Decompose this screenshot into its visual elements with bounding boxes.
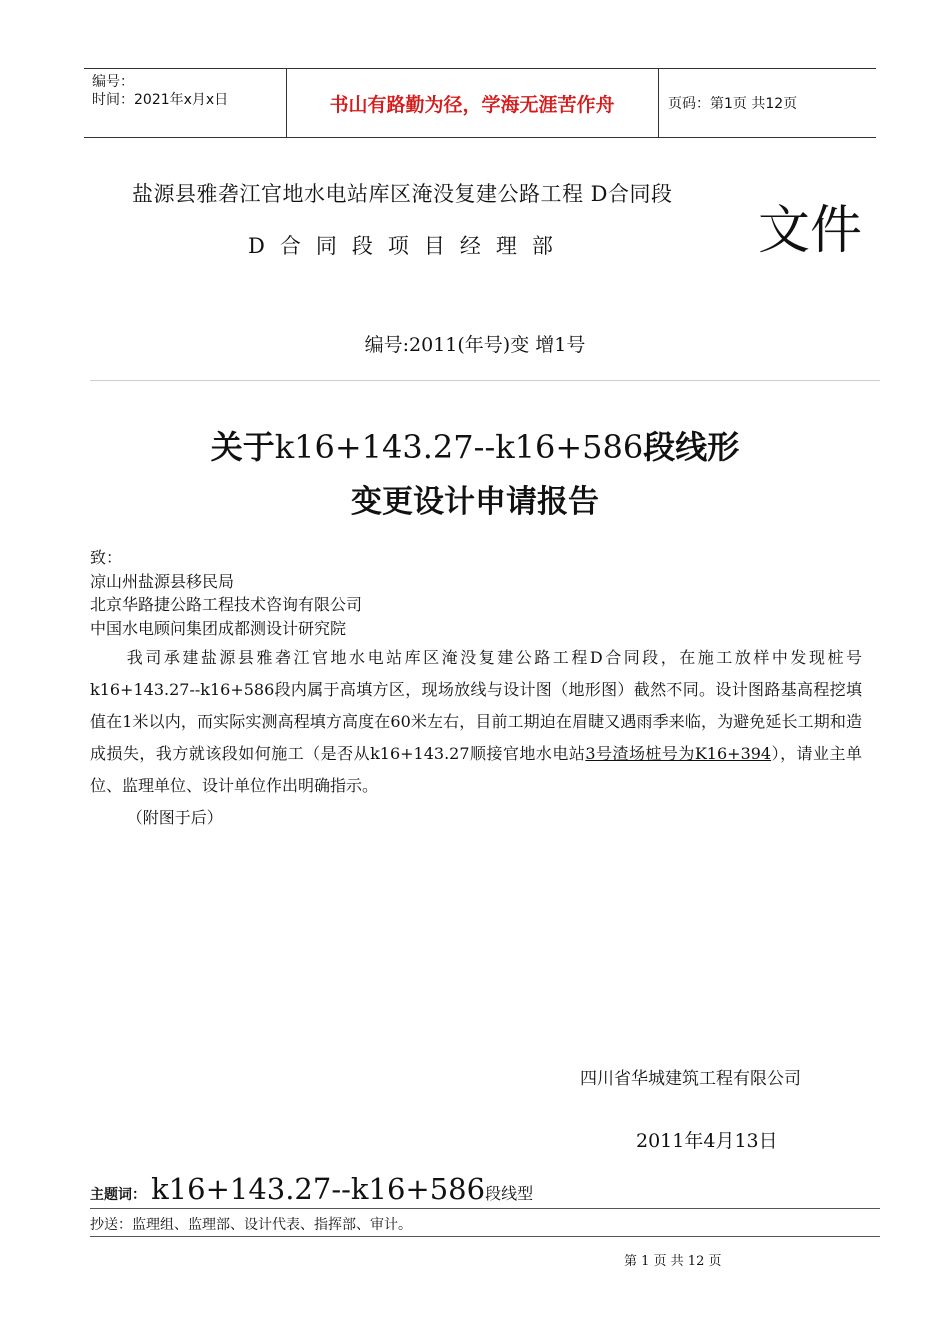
page-number: 第 1 页 共 12 页 [624, 1254, 722, 1269]
subject-label: 主题词： [90, 1187, 146, 1203]
body-paragraph [90, 642, 862, 802]
title-code: k16+143.27--k16+586 [274, 428, 644, 466]
report-title-line-1 [0, 422, 950, 468]
subject-rule [90, 1208, 880, 1209]
body-text: 我司承建盐源县雅砻江官地水电站库区淹没复建公路工程D合同段，在施工放样中发现桩号k16+143.27--k16+586段内属于高填方区，现场放线与设计图（地形图）截然不同。设计图路基高程挖填值在1米以内，而实际实测高程填方高度在60米左右，目前工期迫在眉睫又遇雨季来临，为避免延长工期和造成损失，我方就该段如何施工（是否从k16+143.27顺接官地水电站 [90, 648, 862, 763]
cc-rule [90, 1236, 880, 1237]
header-page-info: 页码：第1页 共12页 [668, 96, 798, 112]
recipient-item: 北京华路捷公路工程技术咨询有限公司 [90, 595, 363, 614]
body-text-end: ），请业主单位、监理单位、设计单位作出明确指示。 [90, 744, 862, 795]
subject-code: k16+143.27--k16+586 [151, 1172, 486, 1206]
divider [90, 380, 880, 381]
body-underlined-text: 3号渣场桩号为K16+394 [585, 744, 772, 763]
attachment-note: （附图于后） [126, 808, 223, 827]
subject-suffix: 段线型 [485, 1184, 534, 1203]
header-table [84, 68, 876, 138]
subject-line [90, 1172, 533, 1206]
recipient-to: 致： [90, 548, 123, 567]
title-suffix: 段线形 [643, 428, 740, 466]
header-number: 编号： [92, 74, 134, 90]
header-time: 时间：2021年x月x日 [92, 92, 229, 108]
header-divider [658, 69, 659, 137]
report-title-line-2: 变更设计申请报告 [351, 484, 599, 520]
recipient-item: 中国水电顾问集团成都测设计研究院 [90, 618, 347, 638]
recipient-item: 凉山州盐源县移民局 [90, 571, 235, 591]
recipients [90, 546, 362, 640]
title-prefix: 关于 [210, 428, 275, 466]
report-body [90, 642, 862, 834]
header-motto: 书山有路勤为径，学海无涯苦作舟 [329, 93, 615, 116]
cc-line: 抄送：监理组、监理部、设计代表、指挥部、审计。 [90, 1217, 412, 1233]
doc-number: 编号:2011(年号)变 增1号 [364, 334, 586, 356]
org-line-1: 盐源县雅砻江官地水电站库区淹没复建公路工程 D合同段 [132, 182, 673, 206]
signature-company: 四川省华城建筑工程有限公司 [580, 1069, 801, 1089]
doc-word: 文件 [758, 201, 863, 261]
header-meta [92, 73, 228, 109]
org-line-2: D合同段项目经理部 [248, 234, 568, 258]
signature-date: 2011年4月13日 [636, 1130, 778, 1152]
